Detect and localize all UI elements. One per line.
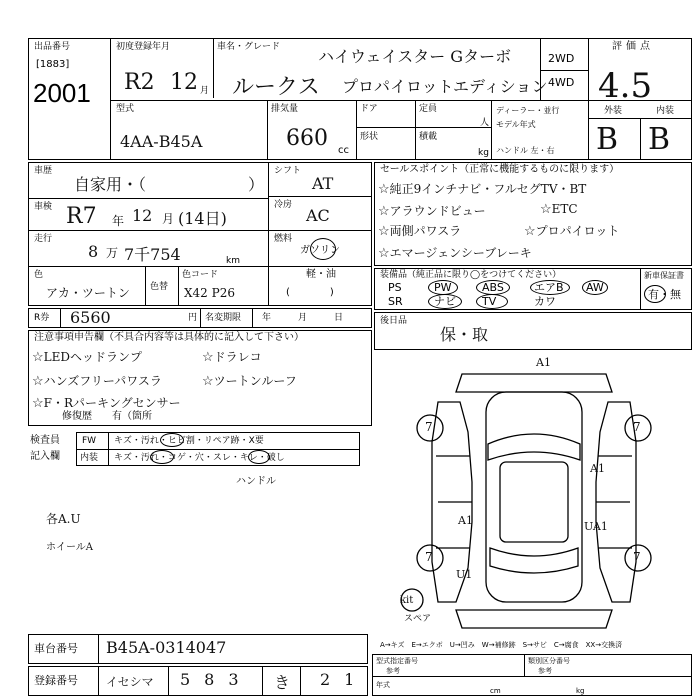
registration-place: イセシマ: [106, 675, 154, 689]
model-label: 車名・グレード: [217, 42, 281, 52]
after-sale-box: [374, 312, 692, 350]
sales-point-5: ☆プロパイロット: [524, 224, 620, 239]
equip-navi: ナビ: [434, 295, 456, 308]
mark-left-mid: A1: [458, 514, 473, 527]
equip-circle: [428, 294, 462, 309]
mark-left-lower: U1: [456, 568, 473, 581]
note-3: ☆ハンズフリーパワスラ: [32, 374, 162, 389]
inspector-fw: FW: [82, 436, 97, 446]
inspector-interior-items: キズ・汚れ・コゲ・穴・スレ・キレ・破し: [114, 453, 285, 463]
car-diagram: [376, 352, 692, 638]
divider: [252, 308, 253, 328]
first-reg-month: 12: [170, 70, 198, 95]
equip-pw: PW: [434, 281, 452, 294]
divider: [28, 266, 372, 267]
load-label: 積載: [419, 132, 438, 142]
divider: [356, 100, 357, 160]
equip-circle: [530, 280, 570, 295]
divider: [415, 100, 416, 160]
car-roof: [500, 462, 568, 542]
registration-kana: き: [274, 673, 291, 692]
drive-2wd: 2WD: [548, 52, 575, 65]
kg-unit: kg: [478, 148, 489, 158]
first-reg-month-unit: 月: [200, 86, 210, 96]
mileage-unit: km: [226, 256, 240, 266]
divider: [268, 230, 372, 231]
model-edition: プロパイロットエディション: [342, 77, 548, 96]
equip-leather: カワ: [534, 295, 556, 308]
inspection-era: R7: [66, 204, 97, 229]
recycle-label: R券: [34, 313, 50, 323]
displacement-label: 排気量: [271, 104, 299, 114]
usage-label: 車歴: [34, 166, 53, 176]
equip-abs: ABS: [482, 281, 504, 294]
usage-value: 自家用・（: [74, 175, 147, 194]
persons-unit: 人: [480, 118, 490, 128]
mileage-label: 走行: [34, 234, 53, 244]
color-label: 色: [34, 270, 44, 280]
equip-aw: AW: [586, 281, 604, 294]
divider: [588, 38, 589, 160]
divider: [268, 196, 372, 197]
usage-close: ）: [248, 175, 265, 194]
divider: [98, 634, 99, 664]
divider: [213, 38, 214, 98]
mileage-rest: 7千754: [124, 245, 181, 264]
aircon-label: 冷房: [274, 200, 293, 210]
car-windshield: [488, 434, 580, 460]
exterior-label: 外装: [604, 106, 623, 116]
transfer-label: 名変期限: [205, 313, 242, 323]
tire-mark-fl: 7: [425, 420, 433, 434]
divider: [60, 308, 61, 328]
color-value: アカ・ツートン: [46, 286, 130, 300]
designation-label: 型式指定番号: [376, 657, 418, 665]
car-rear-window: [490, 548, 578, 573]
transfer-date: 年 月 日: [262, 313, 344, 323]
model-year-label: モデル年式: [496, 120, 536, 129]
inspection-month-unit: 月: [162, 212, 175, 226]
mark-top: A1: [536, 356, 551, 369]
divider: [98, 666, 99, 696]
divider: [76, 449, 360, 450]
divider: [200, 308, 201, 328]
equip-circle: [428, 280, 458, 295]
registration-class: 583: [180, 670, 253, 689]
remark-1: 各A.U: [46, 512, 81, 526]
inspection-day: (14日): [178, 209, 227, 228]
shift-value: AT: [312, 174, 334, 193]
chassis-value: B45A-0314047: [106, 638, 227, 657]
tire-mark-rr: 7: [633, 550, 641, 564]
note-4: ☆ツートンルーフ: [202, 374, 297, 389]
warranty-label: 新車保証書: [644, 271, 684, 280]
divider: [168, 666, 169, 696]
sales-point-3: ☆ETC: [540, 202, 578, 217]
tire-mark-rl: 7: [425, 550, 433, 564]
cc-unit: cc: [338, 145, 349, 156]
equip-airbag: エアB: [534, 281, 564, 294]
divider: [640, 268, 641, 310]
mark-right-mid: UA1: [584, 520, 608, 533]
divider: [145, 266, 146, 306]
lot-bracket-number: [1883]: [36, 59, 70, 70]
tire-mark-fr: 7: [633, 420, 641, 434]
recycle-value: 6560: [70, 308, 111, 327]
class-sub: 参考: [538, 667, 552, 675]
equipment-label: 装備品（純正品に限り◯をつけてください）: [380, 270, 562, 280]
inspection-label: 車検: [34, 202, 53, 212]
drive-4wd: 4WD: [548, 76, 575, 89]
divider: [178, 266, 179, 306]
damage-legend: A→キズ E→エクボ U→凹み W→補修跡 S→サビ C→腐食 XX→交換済: [380, 641, 623, 649]
after-sale-label: 後日品: [380, 316, 408, 326]
after-sale-value: 保・取: [440, 325, 489, 344]
int-circle: [248, 450, 270, 464]
inspection-month: 12: [132, 206, 153, 225]
divider: [28, 198, 268, 199]
remark-2: ホイールA: [46, 542, 94, 553]
score-value: 4.5: [598, 66, 653, 106]
fw-circle: [160, 433, 184, 447]
fuel-label: 燃料: [274, 234, 293, 244]
first-reg-year: R2: [124, 70, 155, 95]
registration-label: 登録番号: [34, 674, 78, 687]
car-front: [456, 374, 612, 392]
registration-number: 21: [320, 670, 369, 689]
bottom-kg: kg: [576, 687, 585, 695]
door-label: ドア: [360, 104, 378, 114]
bottom-cm: cm: [490, 687, 501, 695]
car-rear: [456, 610, 612, 628]
note-5: ☆F・Rパーキングセンサー: [32, 396, 181, 411]
displacement-value: 660: [286, 126, 328, 151]
model-grade: ハイウェイスター Gターボ: [318, 47, 512, 66]
divider: [267, 100, 268, 160]
divider: [524, 654, 525, 676]
divider: [28, 230, 268, 231]
class-label: 類別区分番号: [528, 657, 570, 665]
divider: [640, 118, 641, 160]
notes-label: 注意事項申告欄（不具合内容等は具体的に記入して下さい）: [34, 332, 304, 343]
divider: [491, 100, 492, 160]
recycle-yen: 円: [188, 313, 198, 323]
warranty-value: 有・無: [648, 288, 681, 301]
divider: [356, 127, 491, 128]
warranty-circle: [644, 285, 666, 303]
inspector-interior: 内装: [80, 453, 99, 463]
lot-number: 2001: [33, 78, 91, 108]
repair-value: 有（箇所: [112, 411, 152, 422]
inspector-label-2: 記入欄: [30, 451, 60, 462]
mileage-man-unit: 万: [106, 246, 119, 260]
divider: [268, 162, 269, 306]
divider: [110, 38, 111, 160]
color-tone-label: 色替: [150, 282, 169, 292]
divider: [108, 432, 109, 466]
repair-label: 修復歴: [62, 411, 92, 422]
shape-label: 形状: [360, 132, 379, 142]
int-circle: [150, 450, 174, 464]
type-label: 型式: [116, 104, 135, 114]
designation-sub: 参考: [386, 667, 400, 675]
equip-circle: [582, 280, 608, 295]
divider: [540, 70, 588, 71]
model-name: ルークス: [232, 75, 320, 100]
equip-circle: [476, 294, 508, 309]
sales-points-label: セールスポイント（正常に機能するものに限ります）: [380, 164, 620, 175]
color-code-value: X42 P26: [184, 286, 235, 300]
kit-mark: kit: [400, 595, 414, 606]
equip-circle: [476, 280, 510, 295]
equip-ps: PS: [388, 281, 402, 294]
interior-label: 内装: [656, 106, 675, 116]
aircon-value: AC: [306, 206, 330, 225]
equip-sr: SR: [388, 295, 403, 308]
exterior-grade: B: [596, 122, 619, 157]
interior-grade: B: [648, 122, 671, 157]
bottom-year: 年式: [376, 681, 390, 689]
dealer-label: ディーラー・並行: [496, 106, 560, 115]
mark-right-upper: A1: [590, 462, 605, 475]
chassis-label: 車台番号: [34, 642, 78, 655]
divider: [372, 676, 692, 677]
sales-point-1: ☆純正9インチナビ・フルセグTV・BT: [378, 182, 587, 197]
lot-label: 出品番号: [34, 42, 71, 52]
inspector-fw-items: キズ・汚れ・ヒビ割・リペア跡・X要: [114, 436, 264, 446]
note-2: ☆ドラレコ: [202, 350, 262, 365]
sales-point-4: ☆両側パワスラ: [378, 224, 462, 239]
color-code-label: 色コード: [182, 270, 219, 280]
divider: [588, 118, 692, 119]
note-1: ☆LEDヘッドランプ: [32, 350, 143, 365]
divider: [300, 666, 301, 696]
inspection-year-unit: 年: [112, 214, 125, 228]
score-label: 評価点: [612, 41, 654, 52]
fuel-light-oil: 軽・油: [306, 269, 336, 280]
capacity-label: 定員: [419, 104, 438, 114]
divider: [262, 666, 263, 696]
sales-point-6: ☆エマージェンシーブレーキ: [378, 246, 532, 261]
handle-label: ハンドル 左・右: [496, 146, 555, 155]
type-value: 4AA-B45A: [120, 132, 203, 151]
spare-label: スペア: [404, 614, 432, 624]
first-reg-label: 初度登録年月: [116, 42, 171, 52]
fuel-gasoline: ガソリン: [300, 245, 340, 256]
shift-label: シフト: [274, 166, 302, 176]
equip-tv: TV: [482, 295, 497, 308]
sales-point-2: ☆アラウンドビュー: [378, 204, 486, 219]
fuel-paren: ( ): [286, 287, 334, 298]
inspector-label-1: 検査員: [30, 435, 60, 446]
mileage-man: 8: [88, 242, 99, 261]
handle-note: ハンドル: [236, 476, 276, 487]
